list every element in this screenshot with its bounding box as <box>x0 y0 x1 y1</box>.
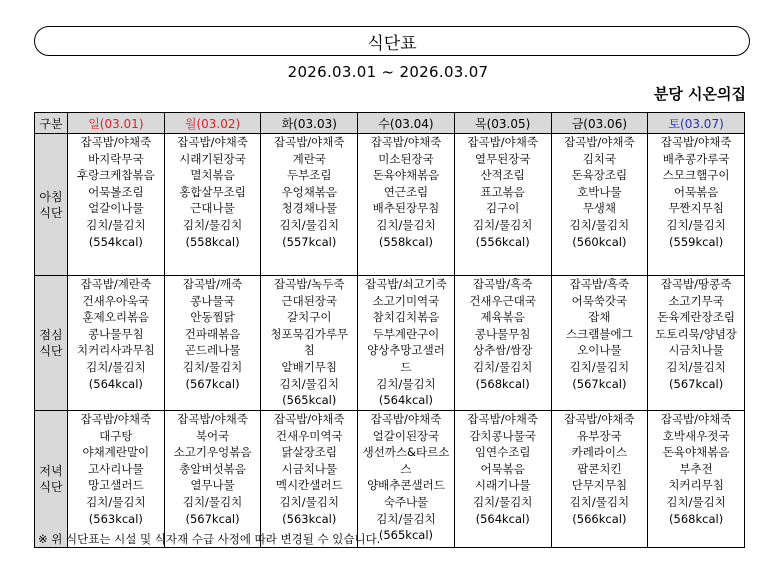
menu-item: 산적조림 <box>480 168 525 183</box>
menu-item: 얼갈이나물 <box>88 201 144 216</box>
menu-item: 감치콩나물국 <box>469 428 536 443</box>
menu-item: 건파래볶음 <box>184 326 241 341</box>
menu-item: 미소된장국 <box>378 151 434 166</box>
menu-item: 배추된장무침 <box>372 201 440 216</box>
menu-item: 잡곡밥/야채죽 <box>177 412 248 426</box>
menu-item: 열무된장국 <box>474 151 531 166</box>
menu-item: (568kcal) <box>669 511 724 526</box>
menu-item: 드 <box>400 359 412 374</box>
menu-item: 연근조림 <box>383 184 429 199</box>
menu-item: 멕시칸샐러드 <box>275 478 343 493</box>
menu-item: 청포묵김가루무 <box>270 326 349 341</box>
menu-item: (564kcal) <box>475 511 530 526</box>
menu-item: 건새우근대국 <box>469 293 536 308</box>
menu-cell <box>358 276 455 411</box>
menu-item: 두부조림 <box>287 168 332 183</box>
menu-item: 김치/물김치 <box>182 359 243 374</box>
day-header-label: 일(03.01) <box>88 116 144 131</box>
menu-cell <box>551 134 648 276</box>
day-header-label: 월(03.02) <box>184 116 241 131</box>
menu-item: 건새우아욱국 <box>82 293 150 308</box>
menu-item: 호박새우젓국 <box>662 428 730 443</box>
menu-item: (567kcal) <box>185 511 240 526</box>
menu-table <box>34 112 745 548</box>
menu-item: 잡곡밥/야채죽 <box>273 412 345 426</box>
menu-item: 김치/물김치 <box>182 494 243 509</box>
menu-item: (559kcal) <box>669 234 724 249</box>
menu-item: 돈육야채볶음 <box>372 168 440 183</box>
menu-item: 침 <box>303 343 315 358</box>
organization-name: 분당 시온의집 <box>653 85 746 103</box>
menu-item: (563kcal) <box>282 511 337 526</box>
menu-item: 잡곡밥/야채죽 <box>80 412 152 426</box>
menu-item: 계란국 <box>292 151 326 166</box>
menu-item: 잡곡밥/야채죽 <box>370 135 442 149</box>
menu-item: 김치/물김치 <box>182 217 243 232</box>
menu-item: 김치/물김치 <box>569 494 630 509</box>
menu-item: 유부장국 <box>577 428 622 443</box>
menu-item: 소고기미역국 <box>372 293 440 308</box>
menu-item: 잡곡밥/녹두죽 <box>273 277 345 291</box>
menu-item: 콩나물무침 <box>474 326 531 341</box>
menu-cell <box>648 134 745 276</box>
menu-item: (568kcal) <box>475 376 530 391</box>
menu-item: 닭살장조림 <box>281 445 338 460</box>
day-header-label: 토(03.07) <box>668 116 724 131</box>
menu-item: (563kcal) <box>88 511 143 526</box>
menu-item: 시래기나물 <box>474 478 531 493</box>
menu-item: 김치/물김치 <box>472 359 533 374</box>
menu-item: 어묵볶음 <box>673 184 719 199</box>
menu-item: 멸치볶음 <box>190 168 235 183</box>
menu-item: 콩나물국 <box>190 293 235 308</box>
menu-cell <box>164 411 261 548</box>
menu-item: 잡곡밥/야채죽 <box>273 135 345 149</box>
menu-item: 카레라이스 <box>571 445 628 460</box>
menu-item: 스모크햄구이 <box>662 168 730 183</box>
day-header <box>648 113 745 134</box>
menu-item: 어묵볶음 <box>480 461 525 476</box>
meal-label-line: 식단 <box>39 205 63 220</box>
menu-item: 근대나물 <box>190 201 235 216</box>
menu-item: 잡곡밥/야채죽 <box>467 135 538 149</box>
menu-item: 김치/물김치 <box>666 217 726 232</box>
menu-item: 잡채 <box>588 310 611 325</box>
menu-item: 무생채 <box>582 201 617 216</box>
menu-item: 고사리나물 <box>88 461 144 476</box>
menu-item: (558kcal) <box>378 234 434 249</box>
menu-item: 잡곡밥/계란죽 <box>80 277 152 291</box>
menu-item: 양상추망고샐러 <box>367 343 445 358</box>
menu-item: 생선까스&타르소 <box>362 445 450 460</box>
menu-item: (558kcal) <box>185 234 240 249</box>
menu-cell <box>648 276 745 411</box>
menu-item: 돈육야채볶음 <box>662 445 730 460</box>
day-header <box>454 113 551 134</box>
menu-item: 안동찜닭 <box>190 310 235 325</box>
menu-item: 제육볶음 <box>480 310 525 325</box>
menu-item: 시금치나물 <box>668 343 724 358</box>
menu-item: (564kcal) <box>88 376 143 391</box>
menu-item: 참치김치볶음 <box>372 310 440 325</box>
menu-item: 돈육장조림 <box>571 168 628 183</box>
meal-label <box>35 134 68 276</box>
menu-cell <box>358 134 455 276</box>
day-header-label: 수(03.04) <box>378 116 434 131</box>
menu-item: 야채계란말이 <box>82 445 150 460</box>
menu-item: 숙주나물 <box>383 494 429 509</box>
menu-cell <box>454 411 551 548</box>
menu-item: 갈치구이 <box>287 310 332 325</box>
menu-item: (566kcal) <box>572 511 627 526</box>
menu-item: 잡곡밥/야채죽 <box>660 412 732 426</box>
menu-item: (567kcal) <box>572 376 627 391</box>
menu-item: (556kcal) <box>475 234 530 249</box>
menu-item: 잡곡밥/흑죽 <box>569 277 630 291</box>
menu-item: (567kcal) <box>669 376 724 391</box>
menu-item: 치커리사과무침 <box>76 343 155 358</box>
menu-item: 김치/물김치 <box>569 359 630 374</box>
menu-item: (564kcal) <box>378 393 434 408</box>
menu-item: 김치/물김치 <box>86 494 146 509</box>
menu-item: 잡곡밥/땅콩죽 <box>660 277 732 291</box>
menu-cell <box>454 276 551 411</box>
day-header-label: 금(03.06) <box>571 116 628 131</box>
menu-item: 김치/물김치 <box>666 494 726 509</box>
header-row <box>35 113 745 134</box>
menu-item: 김치/물김치 <box>376 376 436 391</box>
menu-item: (557kcal) <box>282 234 337 249</box>
menu-item: 소고기무국 <box>668 293 724 308</box>
menu-body <box>35 134 745 548</box>
menu-item: 북어국 <box>195 428 230 443</box>
menu-item: 열무나물 <box>190 478 235 493</box>
meal-row <box>35 134 745 276</box>
menu-item: 망고샐러드 <box>88 478 144 493</box>
menu-item: 잡곡밥/흑죽 <box>472 277 533 291</box>
menu-item: 얼갈이된장국 <box>372 428 440 443</box>
menu-item: 김치/물김치 <box>279 494 339 509</box>
category-header: 구분 <box>35 113 68 134</box>
menu-item: 김치/물김치 <box>569 217 630 232</box>
menu-item: 대구탕 <box>99 428 133 443</box>
menu-item: 스크램블에그 <box>566 326 633 341</box>
meal-label-line: 아침 <box>39 189 63 204</box>
menu-item: 우엉채볶음 <box>281 184 338 199</box>
menu-item: 잡곡밥/야채죽 <box>467 412 538 426</box>
menu-cell <box>261 276 358 411</box>
menu-item: 김치/물김치 <box>376 217 436 232</box>
menu-item: (554kcal) <box>88 234 143 249</box>
menu-cell <box>261 134 358 276</box>
menu-item: 알배기무침 <box>281 359 338 374</box>
menu-item: 무짠지무침 <box>668 201 724 216</box>
menu-item: 시래기된장국 <box>179 151 246 166</box>
meal-label-line: 점심 <box>39 328 63 342</box>
menu-cell <box>68 276 165 411</box>
menu-item: 김구이 <box>486 201 520 216</box>
menu-item: 단무지무침 <box>571 478 628 493</box>
menu-item: 훈제오리볶음 <box>82 310 150 325</box>
menu-item: 잡곡밥/야채죽 <box>177 135 248 149</box>
menu-item: 잡곡밥/야채죽 <box>370 412 442 426</box>
menu-item: 콩나물무침 <box>88 326 144 341</box>
menu-item: 김치/물김치 <box>86 217 146 232</box>
menu-item: 김치/물김치 <box>86 359 146 374</box>
day-header <box>551 113 648 134</box>
menu-item: 건새우미역국 <box>275 428 343 443</box>
menu-item: 김치국 <box>582 151 617 166</box>
menu-item: 홍합살무조림 <box>179 184 246 199</box>
menu-item: 김치/물김치 <box>279 376 339 391</box>
menu-item: 잡곡밥/깨죽 <box>182 277 243 291</box>
menu-item: 김치/물김치 <box>376 511 436 526</box>
menu-item: 부추전 <box>679 461 713 476</box>
menu-period: 2026.03.01 ~ 2026.03.07 <box>287 63 489 81</box>
menu-item: 잡곡밥/야채죽 <box>564 135 635 149</box>
menu-item: (565kcal) <box>282 393 337 408</box>
day-header <box>164 113 261 134</box>
page-title: 식단표 <box>367 33 417 54</box>
meal-label <box>35 276 68 411</box>
menu-cell <box>551 411 648 548</box>
menu-cell <box>164 134 261 276</box>
meal-row <box>35 276 745 411</box>
menu-cell <box>261 411 358 548</box>
menu-item: 어묵볼조림 <box>88 184 144 199</box>
menu-item: 표고볶음 <box>480 184 525 199</box>
menu-item: (567kcal) <box>185 376 240 391</box>
menu-cell <box>454 134 551 276</box>
title-box <box>34 26 750 56</box>
meal-label-line: 저녁 <box>39 464 63 478</box>
menu-item: 상추쌈/쌈장 <box>472 343 533 358</box>
menu-item: 김치/물김치 <box>279 217 339 232</box>
menu-item: 오이나물 <box>577 343 622 358</box>
day-header <box>261 113 358 134</box>
menu-cell <box>648 411 745 548</box>
menu-item: 바지락무국 <box>88 151 144 166</box>
menu-item: 시금치나물 <box>281 461 338 476</box>
menu-item: 도토리묵/양념장 <box>655 326 737 341</box>
menu-item: 김치/물김치 <box>472 494 533 509</box>
day-header <box>68 113 165 134</box>
menu-item: 양배추콘샐러드 <box>367 478 445 493</box>
menu-item: 호박나물 <box>577 184 622 199</box>
meal-label-line: 식단 <box>39 480 63 494</box>
menu-item: 돈육계란장조림 <box>657 310 735 325</box>
menu-cell <box>68 411 165 548</box>
menu-item: 소고기우엉볶음 <box>173 445 252 460</box>
menu-item: (560kcal) <box>572 234 627 249</box>
day-header <box>358 113 455 134</box>
menu-cell <box>164 276 261 411</box>
menu-item: 잡곡밥/야채죽 <box>564 412 635 426</box>
menu-item: 팝콘치킨 <box>577 461 622 476</box>
day-header-label: 목(03.05) <box>475 116 531 131</box>
menu-item: 곤드레나물 <box>184 343 241 358</box>
menu-item: 김치/물김치 <box>472 217 533 232</box>
menu-cell <box>358 411 455 548</box>
menu-item: (565kcal) <box>378 528 434 543</box>
menu-item: 후랑크케찹볶음 <box>76 168 155 183</box>
footer-note: ※ 위 식단표는 시설 및 식자재 수급 사정에 따라 변경될 수 있습니다. <box>38 532 381 546</box>
menu-item: 치커리무침 <box>668 478 724 493</box>
menu-cell <box>551 276 648 411</box>
menu-item: 스 <box>400 461 412 476</box>
menu-item: 잡곡밥/야채죽 <box>660 135 732 149</box>
meal-label <box>35 411 68 548</box>
menu-item: 잡곡밥/쇠고기죽 <box>365 277 447 291</box>
menu-item: 배추콩가루국 <box>662 151 730 166</box>
menu-item: 두부계란구이 <box>372 326 440 341</box>
menu-item: 김치/물김치 <box>666 359 726 374</box>
meal-row <box>35 411 745 548</box>
menu-item: 총알버섯볶음 <box>179 461 246 476</box>
menu-item: 청경채나물 <box>281 201 338 216</box>
menu-item: 잡곡밥/야채죽 <box>80 135 152 149</box>
menu-cell <box>68 134 165 276</box>
menu-item: 어묵쑥갓국 <box>571 293 628 308</box>
meal-label-line: 식단 <box>39 344 63 358</box>
menu-item: 근대된장국 <box>281 293 338 308</box>
day-header-label: 화(03.03) <box>281 116 337 131</box>
menu-item: 임연수조림 <box>474 445 531 460</box>
